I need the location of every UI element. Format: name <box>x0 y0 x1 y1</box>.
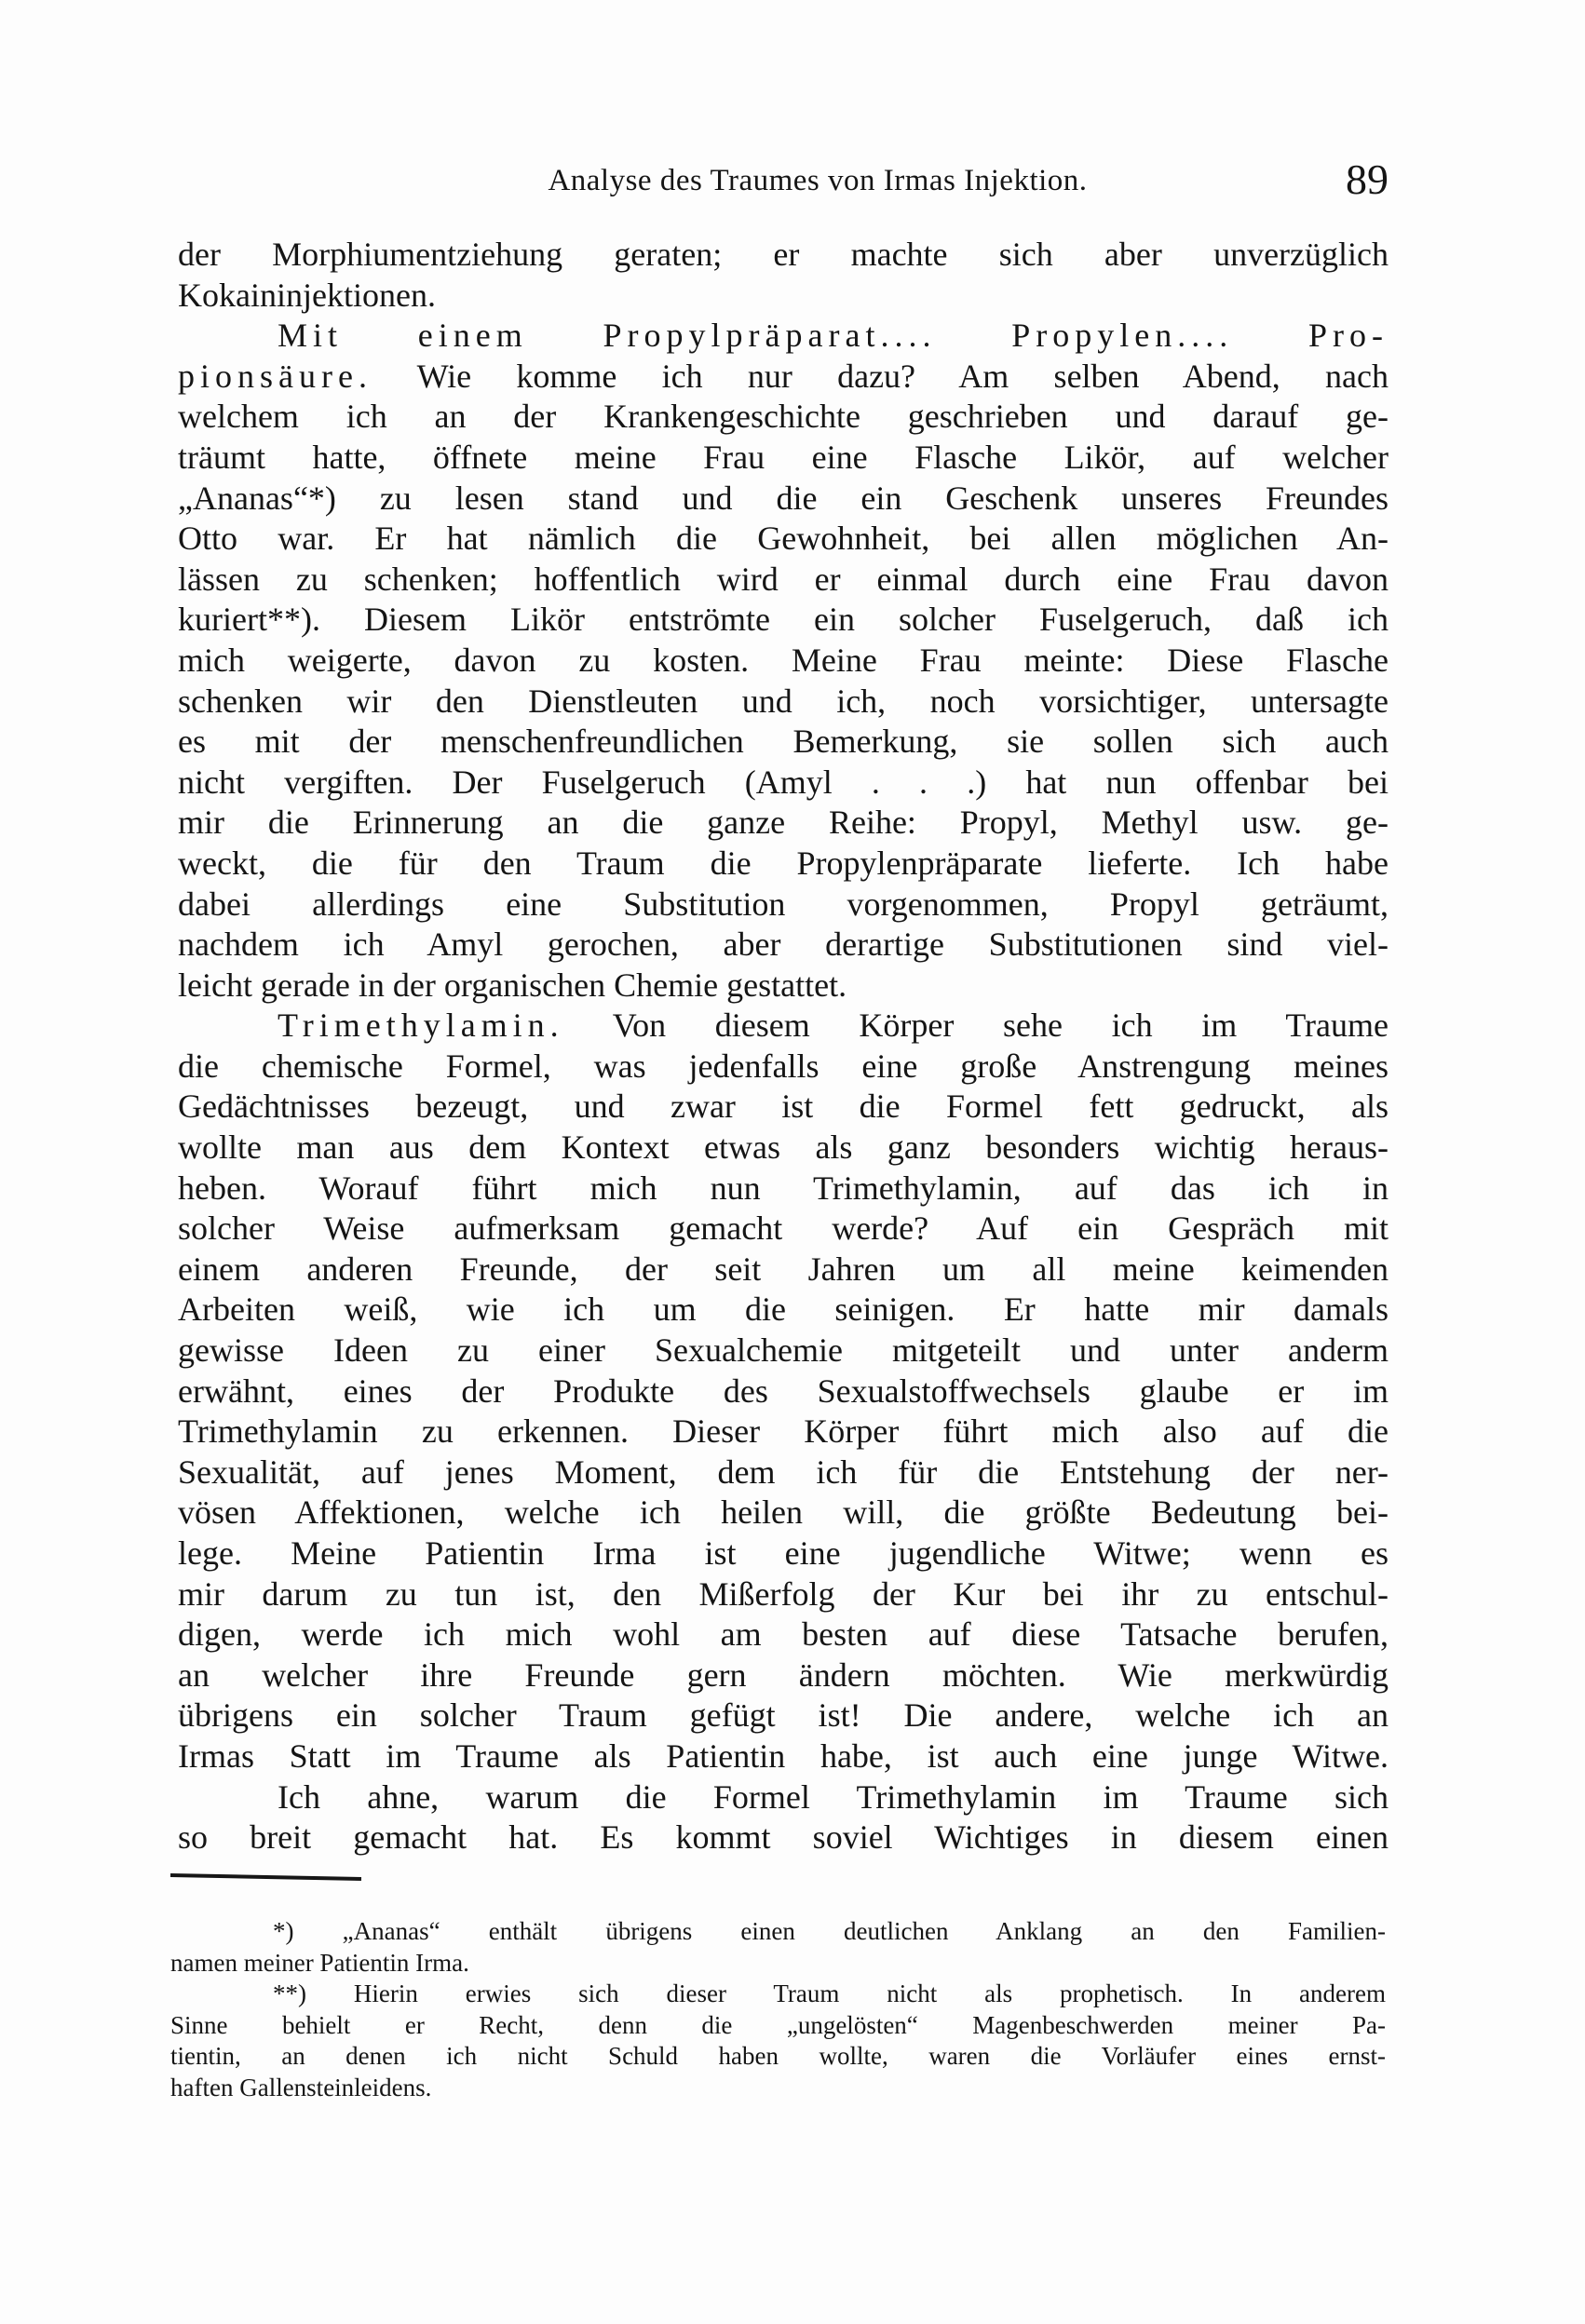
text-segment: haften Gallensteinleidens. <box>170 2073 432 2101</box>
letterspaced-emphasis-text: Trimethylamin. <box>278 1007 564 1045</box>
body-text-line <box>178 519 1389 560</box>
running-title: Analyse des Traumes von Irmas Injektion. <box>548 164 1088 197</box>
text-segment: gewisse Ideen zu einer Sexualchemie mitgeteilt und unter anderm <box>178 1331 1389 1370</box>
body-text-line <box>178 722 1389 763</box>
text-segment: Sexualität, auf jenes Moment, dem ich für die Entstehung der ner- <box>178 1452 1389 1491</box>
text-segment: welchem ich an der Krankengeschichte geschrieben und darauf ge- <box>178 398 1389 436</box>
body-text-line <box>178 1696 1389 1736</box>
text-segment: „Ananas“*) zu lesen stand und die ein Geschenk unseres Freundes <box>178 479 1389 517</box>
text-segment: Kokaininjektionen. <box>178 276 436 314</box>
text-segment: kuriert**). Diesem Likör entströmte ein solcher Fuselgeruch, daß ich <box>178 601 1389 639</box>
text-segment: Arbeiten weiß, wie ich um die seinigen. Er hatte mir damals <box>178 1290 1389 1329</box>
page-number: 89 <box>1346 155 1389 203</box>
body-text-line <box>178 803 1389 844</box>
text-segment: Trimethylamin zu erkennen. Dieser Körper führt mich also auf die <box>178 1412 1389 1451</box>
body-text-line <box>178 1128 1389 1169</box>
letterspaced-emphasis-text: Mit einem Propylpräparat.... Propylen.... Pro- <box>278 317 1389 355</box>
text-segment: lässen zu schenken; hoffentlich wird er einmal durch eine Frau davon <box>178 560 1389 598</box>
text-segment: solcher Weise aufmerksam gemacht werde? Auf ein Gespräch mit <box>178 1209 1389 1248</box>
footnote-line <box>170 2010 1386 2042</box>
text-segment: wollte man aus dem Kontext etwas als ganz besonders wichtig heraus- <box>178 1128 1389 1167</box>
body-text-line <box>178 1331 1389 1371</box>
body-text-line <box>178 1006 1389 1047</box>
body-text-line <box>178 357 1389 398</box>
text-segment: weckt, die für den Traum die Propylenpräparate lieferte. Ich habe <box>178 844 1389 882</box>
text-segment: mir die Erinnerung an die ganze Reihe: Propyl, Methyl usw. ge- <box>178 804 1389 842</box>
text-segment: träumt hatte, öffnete meine Frau eine Flasche Likör, auf welcher <box>178 438 1389 476</box>
text-segment: Ich ahne, warum die Formel Trimethylamin im Traume sich <box>278 1777 1389 1816</box>
body-text-line <box>178 560 1389 601</box>
body-text-line <box>178 844 1389 885</box>
body-text-line <box>178 1493 1389 1534</box>
body-text-line <box>178 1047 1389 1088</box>
body-text-line <box>178 1169 1389 1209</box>
text-segment: Gedächtnisses bezeugt, und zwar ist die Formel fett gedruckt, als <box>178 1088 1389 1126</box>
footnotes <box>170 1916 1386 2103</box>
text-segment: Otto war. Er hat nämlich die Gewohnheit, bei allen möglichen An- <box>178 520 1389 558</box>
text-segment: Sinne behielt er Recht, denn die „ungelösten“ Magenbeschwerden meiner Pa- <box>170 2010 1386 2039</box>
text-segment: der Morphiumentziehung geraten; er machte sich aber unverzüglich <box>178 236 1389 273</box>
text-segment: an welcher ihre Freunde gern ändern möchten. Wie merkwürdig <box>178 1655 1389 1694</box>
body-text-line <box>178 641 1389 682</box>
body-text-line <box>178 397 1389 438</box>
footnote-line <box>170 2073 1386 2104</box>
body-text-line <box>178 966 1389 1007</box>
body-text-line <box>178 1452 1389 1493</box>
footnote-separator-rule <box>170 1873 361 1881</box>
body-text-line <box>178 1736 1389 1777</box>
text-segment: heben. Worauf führt mich nun Trimethylamin, auf das ich in <box>178 1169 1389 1207</box>
page-header <box>178 155 1389 210</box>
text-segment: Wie komme ich nur dazu? Am selben Abend, nach <box>372 357 1389 395</box>
body-text-line <box>178 1412 1389 1452</box>
text-segment: die chemische Formel, was jedenfalls eine große Anstrengung meines <box>178 1047 1389 1085</box>
body-text-line <box>178 479 1389 520</box>
text-segment: lege. Meine Patientin Irma ist eine jugendliche Witwe; wenn es <box>178 1534 1389 1572</box>
text-segment: nachdem ich Amyl gerochen, aber derartige Substitutionen sind viel- <box>178 926 1389 964</box>
text-segment: nicht vergiften. Der Fuselgeruch (Amyl . . .) hat nun offenbar bei <box>178 763 1389 801</box>
text-segment: Von diesem Körper sehe ich im Traume <box>563 1007 1389 1045</box>
body-text-line <box>178 600 1389 641</box>
body-text-line <box>178 1087 1389 1128</box>
text-segment: namen meiner Patientin Irma. <box>170 1948 469 1977</box>
body-text-line <box>178 1371 1389 1412</box>
text-segment: digen, werde ich mich wohl am besten auf diese Tatsache berufen, <box>178 1615 1389 1654</box>
body-text-line <box>178 1534 1389 1574</box>
body-text <box>178 235 1389 1858</box>
text-segment: leicht gerade in der organischen Chemie gestattet. <box>178 966 847 1004</box>
body-text-line <box>178 1655 1389 1696</box>
text-segment: es mit der menschenfreundlichen Bemerkung, sie sollen sich auch <box>178 723 1389 761</box>
text-segment: erwähnt, eines der Produkte des Sexualstoffwechsels glaube er im <box>178 1371 1389 1410</box>
text-segment: tientin, an denen ich nicht Schuld haben wollte, waren die Vorläufer eines ernst- <box>170 2042 1386 2070</box>
text-segment: *) „Ananas“ enthält übrigens einen deutlichen Anklang an den Familien- <box>273 1917 1386 1945</box>
body-text-line <box>178 1777 1389 1818</box>
body-text-line <box>178 763 1389 804</box>
text-segment: einem anderen Freunde, der seit Jahren um all meine keimenden <box>178 1250 1389 1288</box>
text-segment: vösen Affektionen, welche ich heilen will, die größte Bedeutung bei- <box>178 1493 1389 1532</box>
text-segment: **) Hierin erwies sich dieser Traum nicht als prophetisch. In anderem <box>273 1979 1386 2007</box>
body-text-line <box>178 1574 1389 1615</box>
body-text-line <box>178 1250 1389 1290</box>
footnote-line <box>170 2041 1386 2073</box>
footnote-line <box>170 1916 1386 1948</box>
body-text-line <box>178 682 1389 723</box>
body-text-line <box>178 276 1389 317</box>
footnote-line <box>170 1979 1386 2010</box>
text-segment: mir darum zu tun ist, den Mißerfolg der Kur bei ihr zu entschul- <box>178 1574 1389 1613</box>
text-segment: schenken wir den Dienstleuten und ich, noch vorsichtiger, untersagte <box>178 682 1389 720</box>
body-text-line <box>178 1817 1389 1858</box>
text-segment: übrigens ein solcher Traum gefügt ist! Die andere, welche ich an <box>178 1696 1389 1735</box>
body-text-line <box>178 1615 1389 1655</box>
body-text-line <box>178 885 1389 926</box>
body-text-line <box>178 438 1389 479</box>
body-text-line <box>178 316 1389 357</box>
letterspaced-emphasis-text: pionsäure. <box>178 357 373 395</box>
body-text-line <box>178 235 1389 276</box>
text-segment: mich weigerte, davon zu kosten. Meine Frau meinte: Diese Flasche <box>178 641 1389 679</box>
body-text-line <box>178 925 1389 966</box>
body-text-line <box>178 1290 1389 1331</box>
text-segment: so breit gemacht hat. Es kommt soviel Wichtiges in diesem einen <box>178 1818 1389 1857</box>
text-segment: dabei allerdings eine Substitution vorgenommen, Propyl geträumt, <box>178 885 1389 923</box>
text-segment: Irmas Statt im Traume als Patientin habe, ist auch eine junge Witwe. <box>178 1736 1389 1775</box>
body-text-line <box>178 1209 1389 1250</box>
footnote-line <box>170 1948 1386 1979</box>
